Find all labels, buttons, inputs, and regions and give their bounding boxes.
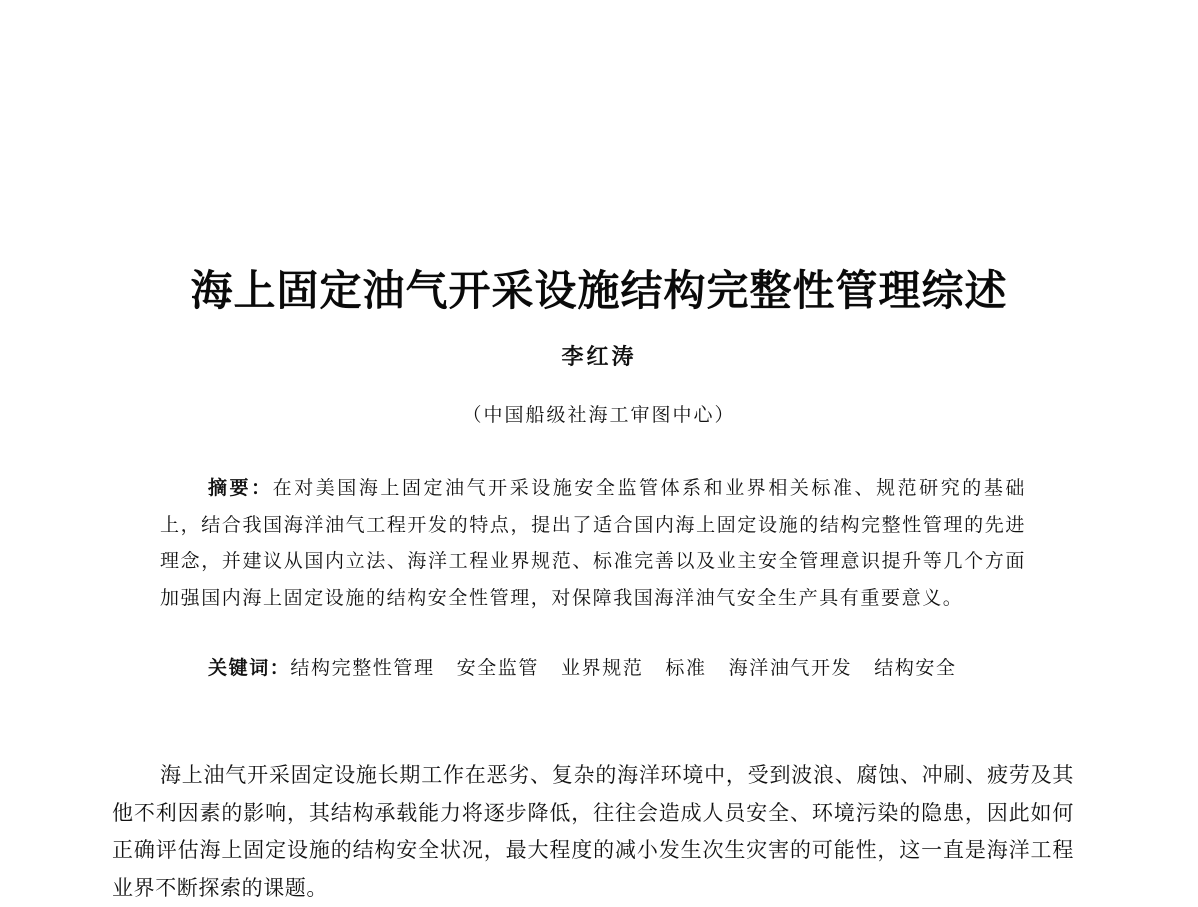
paper-affiliation: （中国船级社海工审图中心） <box>462 404 736 426</box>
abstract-label: 摘要： <box>208 477 273 499</box>
abstract-text: 在对美国海上固定油气开采设施安全监管体系和业界相关标准、规范研究的基础上，结合我国海洋油气工程开发的特点，提出了适合国内海上固定设施的结构完整性管理的先进理念，并建议从国内立法、海洋工程业界规范、标准完善以及业主安全管理意识提升等几个方面加强国内海上固定设施的结构安全性管理，对保障我国海洋油气安全生产具有重要意义。 <box>160 477 1026 609</box>
paper-title: 海上固定油气开采设施结构完整性管理综述 <box>190 266 1008 315</box>
keyword-item: 安全监管 <box>456 657 540 679</box>
body-paragraph: 海上油气开采固定设施长期工作在恶劣、复杂的海洋环境中，受到波浪、腐蚀、冲刷、疲劳及其他不利因素的影响，其结构承载能力将逐步降低，往往会造成人员安全、环境污染的隐患，因此如何正确评估海上固定设施的结构安全状况，最大程度的减小发生次生灾害的可能性，这一直是海洋工程业界不断探索的课题。 <box>112 763 1074 900</box>
keywords <box>160 650 1026 686</box>
keyword-item: 标准 <box>665 657 707 679</box>
abstract <box>160 470 1026 616</box>
keywords-label: 关键词： <box>208 657 291 679</box>
paper-author: 李红涛 <box>561 344 637 370</box>
keyword-item: 结构安全 <box>874 657 957 679</box>
keyword-item: 业界规范 <box>561 657 644 679</box>
keyword-item: 结构完整性管理 <box>290 657 435 679</box>
keyword-item: 海洋油气开发 <box>728 657 853 679</box>
